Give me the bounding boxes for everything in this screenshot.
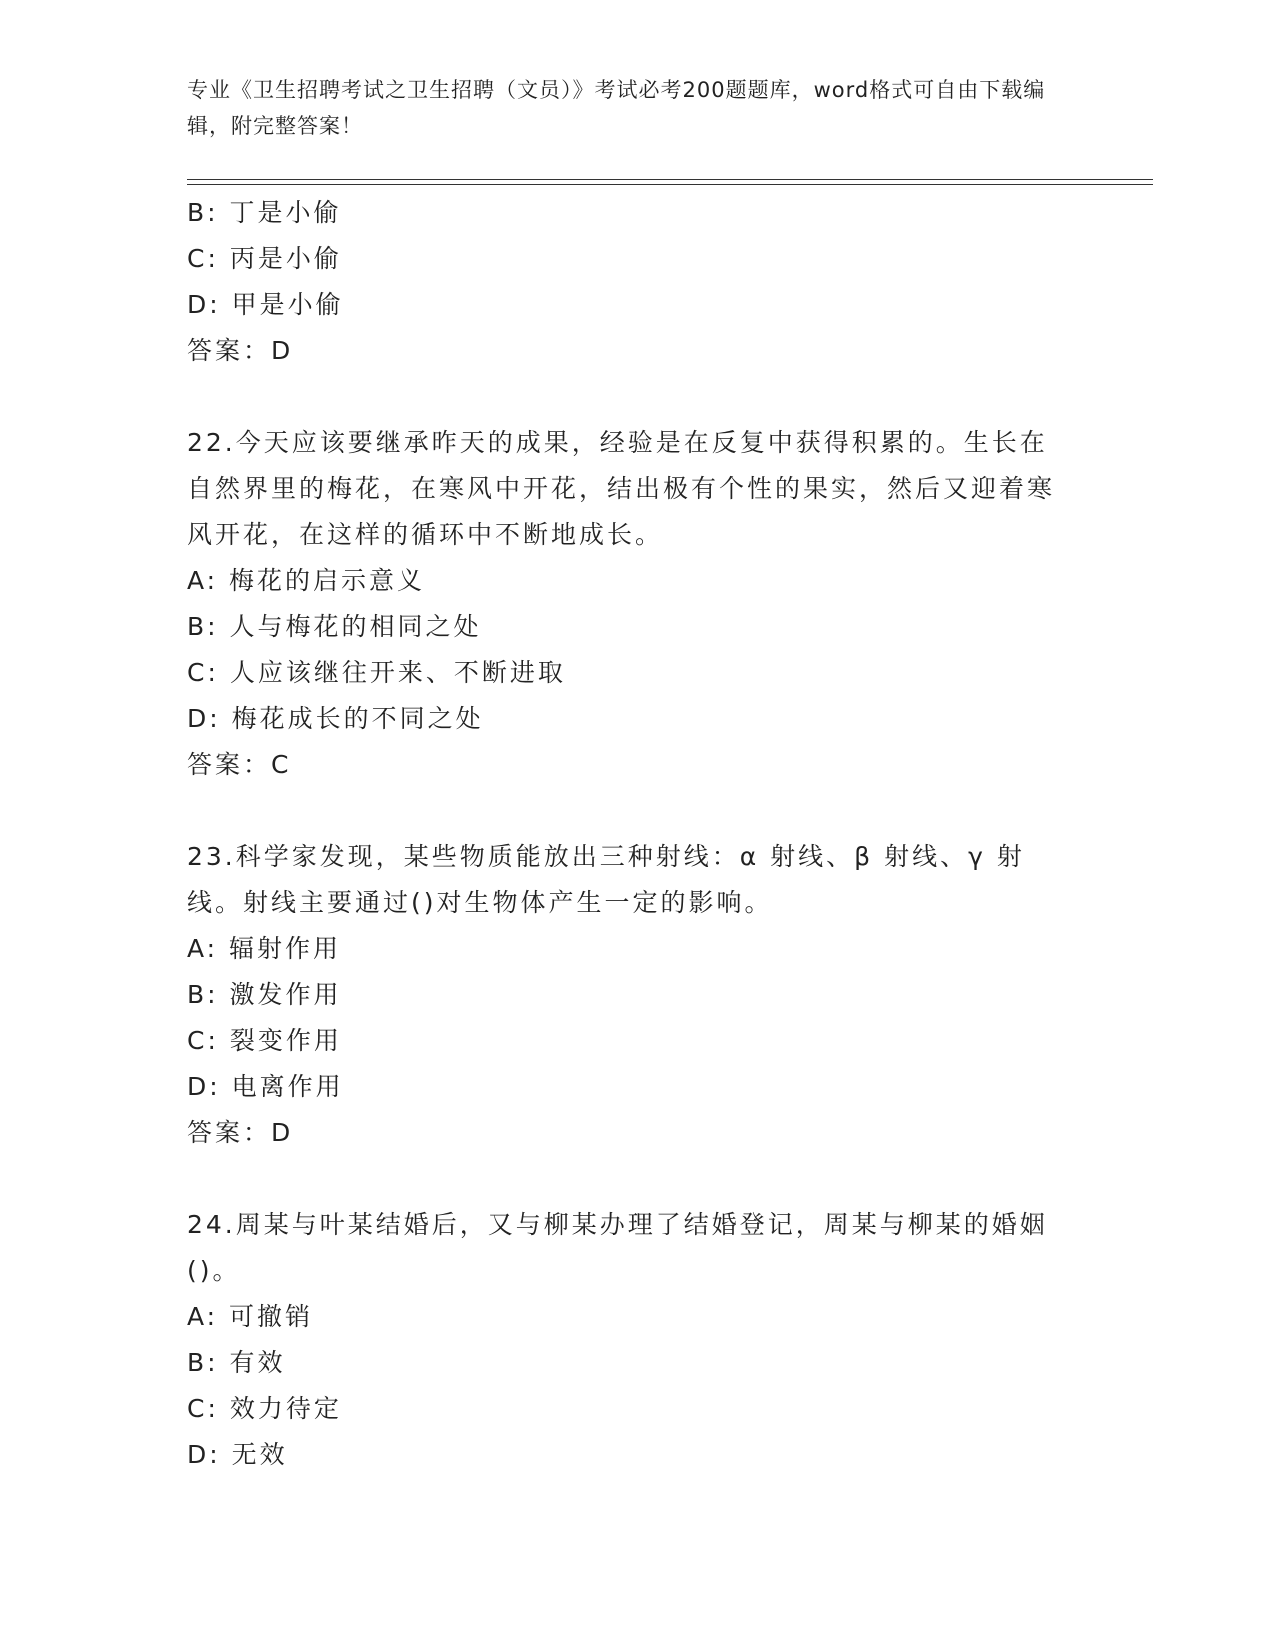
option-d: D: 甲是小偷 xyxy=(187,290,344,319)
question-stem: 22.今天应该要继承昨天的成果，经验是在反复中获得积累的。生长在自然界里的梅花，在寒风中开花，结出极有个性的果实，然后又迎着寒风开花，在这样的循环中不断地成长。 xyxy=(187,428,1056,549)
spacer xyxy=(187,1156,1067,1202)
option-a: A: 梅花的启示意义 xyxy=(187,566,426,595)
option-c: C: 丙是小偷 xyxy=(187,244,342,273)
option-c: C: 人应该继往开来、不断进取 xyxy=(187,658,566,687)
question-stem: 23.科学家发现，某些物质能放出三种射线：α 射线、β 射线、γ 射线。射线主要通过()对生物体产生一定的影响。 xyxy=(187,842,1025,917)
spacer xyxy=(187,788,1067,834)
page-header: 专业《卫生招聘考试之卫生招聘（文员）》考试必考200题题库，word格式可自由下载编辑，附完整答案！ xyxy=(187,78,1046,138)
answer-line: 答案：D xyxy=(187,1118,294,1147)
option-c: C: 效力待定 xyxy=(187,1394,342,1423)
question-21-continuation xyxy=(187,190,1067,374)
header-rule-bottom xyxy=(187,184,1153,185)
option-a: A: 辐射作用 xyxy=(187,934,342,963)
question-22 xyxy=(187,420,1067,788)
option-d: D: 梅花成长的不同之处 xyxy=(187,704,484,733)
option-a: A: 可撤销 xyxy=(187,1302,314,1331)
question-24 xyxy=(187,1202,1067,1478)
option-b: B: 人与梅花的相同之处 xyxy=(187,612,482,641)
question-23 xyxy=(187,834,1067,1156)
answer-line: 答案：D xyxy=(187,336,294,365)
option-d: D: 电离作用 xyxy=(187,1072,344,1101)
spacer xyxy=(187,374,1067,420)
option-d: D: 无效 xyxy=(187,1440,288,1469)
question-stem: 24.周某与叶某结婚后，又与柳某办理了结婚登记，周某与柳某的婚姻()。 xyxy=(187,1210,1048,1285)
option-c: C: 裂变作用 xyxy=(187,1026,342,1055)
page-content xyxy=(187,190,1067,1478)
option-b: B: 丁是小偷 xyxy=(187,198,342,227)
header-rule-top xyxy=(187,179,1153,180)
option-b: B: 有效 xyxy=(187,1348,286,1377)
answer-line: 答案：C xyxy=(187,750,292,779)
option-b: B: 激发作用 xyxy=(187,980,342,1009)
